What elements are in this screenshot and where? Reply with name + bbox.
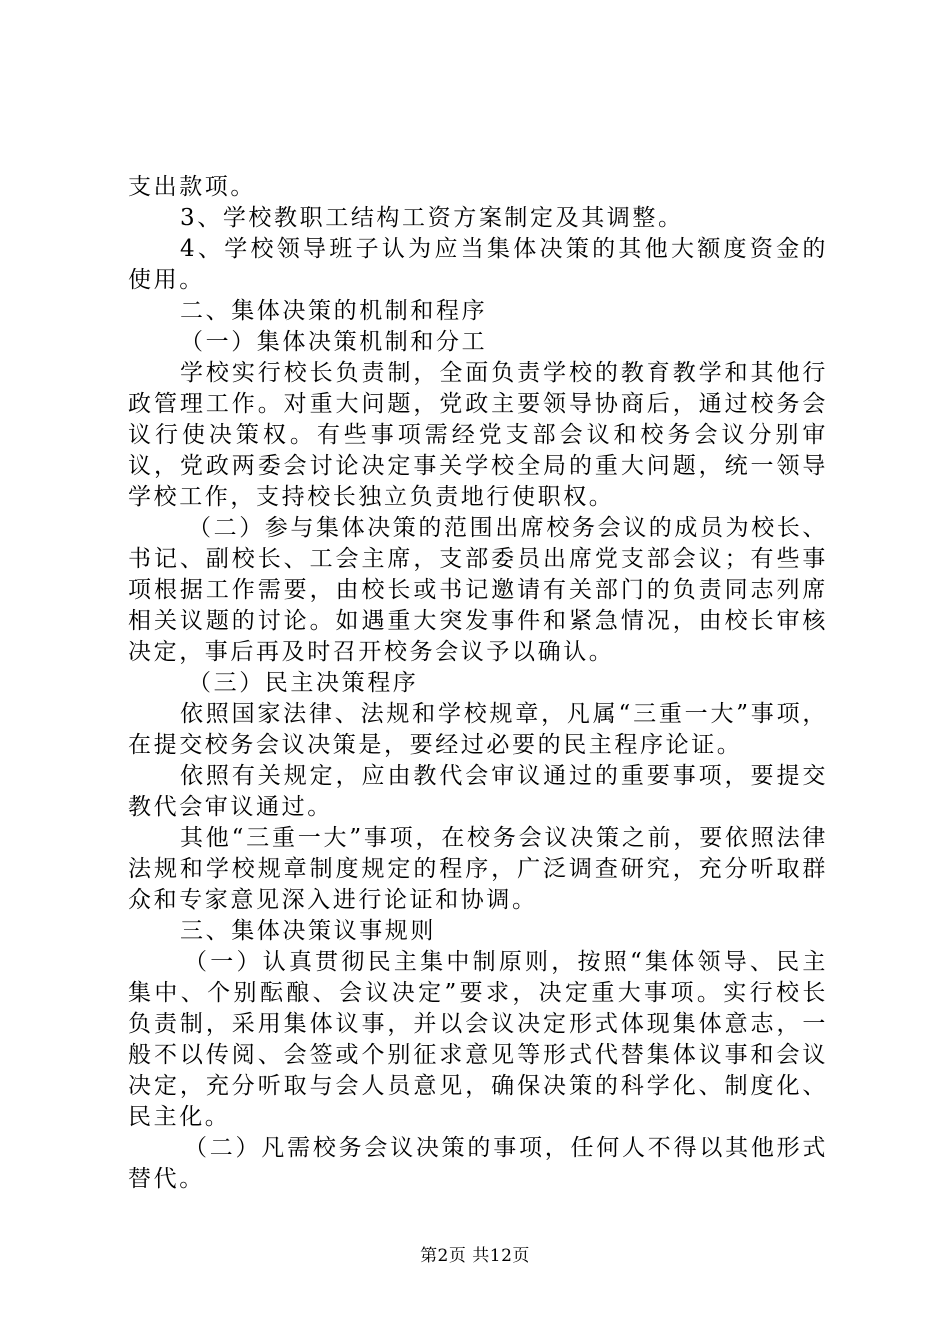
paragraph-procedure-1: 依照国家法律、法规和学校规章，凡属“三重一大”事项，在提交校务会议决策是，要经过必要的民主程序论证。: [128, 701, 828, 758]
paragraph-procedure-3: 其他“三重一大”事项，在校务会议决策之前，要依照法律法规和学校规章制度规定的程序，广泛调查研究，充分听取群众和专家意见深入进行论证和协调。: [128, 825, 828, 913]
paragraph-rule-1: （一）认真贯彻民主集中制原则，按照“集体领导、民主集中、个别酝酿、会议决定”要求，决定重大事项。实行校长负责制，采用集体议事，并以会议决定形式体现集体意志，一般不以传阅、会签或个别征求意见等形式代替集体议事和会议决定，充分听取与会人员意见，确保决策的科学化、制度化、民主化。: [128, 949, 828, 1130]
subsection-heading-2-3: （三）民主决策程序: [188, 670, 419, 696]
paragraph-decision-mechanism: 学校实行校长负责制，全面负责学校的教育教学和其他行政管理工作。对重大问题，党政主要领导协商后，通过校务会议行使决策权。有些事项需经党支部会议和校务会议分别审议，党政两委会讨论决定事关学校全局的重大问题，统一领导学校工作，支持校长独立负责地行使职权。: [128, 360, 828, 510]
paragraph-item-3: 3、学校教职工结构工资方案制定及其调整。: [180, 205, 684, 231]
section-heading-2: 二、集体决策的机制和程序: [180, 298, 488, 324]
paragraph-item-4: 4、学校领导班子认为应当集体决策的其他大额度资金的使用。: [128, 236, 828, 293]
paragraph-continuation: 支出款项。: [128, 174, 256, 200]
page-number: 第2页 共12页: [420, 1246, 530, 1266]
section-heading-3: 三、集体决策议事规则: [180, 918, 436, 944]
paragraph-rule-2: （二）凡需校务会议决策的事项，任何人不得以其他形式替代。: [128, 1135, 828, 1192]
paragraph-procedure-2: 依照有关规定，应由教代会审议通过的重要事项，要提交教代会审议通过。: [128, 763, 828, 820]
paragraph-decision-scope: （二）参与集体决策的范围出席校务会议的成员为校长、书记、副校长、工会主席，支部委员出席党支部会议；有些事项根据工作需要，由校长或书记邀请有关部门的负责同志列席相关议题的讨论。如遇重大突发事件和紧急情况，由校长审核决定，事后再及时召开校务会议予以确认。: [128, 515, 828, 665]
document-body: [128, 172, 828, 1195]
subsection-heading-2-1: （一）集体决策机制和分工: [180, 329, 488, 355]
